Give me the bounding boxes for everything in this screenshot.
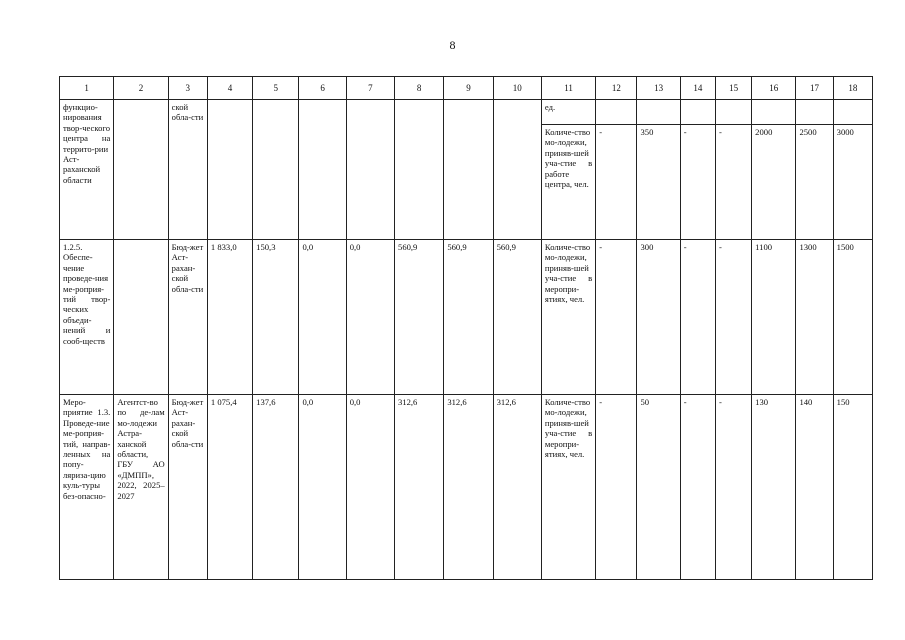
column-header: 12 <box>596 77 637 100</box>
column-header: 9 <box>444 77 493 100</box>
program-table <box>59 76 873 580</box>
header-row <box>60 77 873 100</box>
total-cell: 1 075,4 <box>207 395 252 580</box>
executor-cell: Агентст-во по де-лам мо-лодежи Астра-ханской области, ГБУ АО «ДМПП», 2022, 2025–2027 <box>114 395 168 580</box>
indicator-value-cell: - <box>680 240 715 395</box>
executor-cell <box>114 100 168 240</box>
year-value-cell: 0,0 <box>299 240 346 395</box>
indicator-value-cell: - <box>596 240 637 395</box>
column-header: 13 <box>637 77 680 100</box>
indicator-value-cell <box>752 100 796 125</box>
indicator-value-cell: 1100 <box>752 240 796 395</box>
table-row <box>60 240 873 395</box>
year-value-cell <box>493 100 541 240</box>
column-header: 17 <box>796 77 833 100</box>
column-header: 6 <box>299 77 346 100</box>
total-cell: 1 833,0 <box>207 240 252 395</box>
indicator-value-cell: 300 <box>637 240 680 395</box>
column-header: 5 <box>253 77 299 100</box>
column-header: 14 <box>680 77 715 100</box>
column-header: 8 <box>395 77 444 100</box>
indicator-value-cell: 140 <box>796 395 833 580</box>
year-value-cell: 0,0 <box>346 395 394 580</box>
indicator-value-cell <box>796 100 833 125</box>
year-value-cell: 312,6 <box>493 395 541 580</box>
funding-source-cell: ской обла-сти <box>168 100 207 240</box>
year-value-cell <box>299 100 346 240</box>
indicator-value-cell: 2500 <box>796 125 833 240</box>
year-value-cell: 560,9 <box>395 240 444 395</box>
indicator-value-cell: 150 <box>833 395 872 580</box>
year-value-cell: 312,6 <box>444 395 493 580</box>
indicator-cell: ед. <box>541 100 595 125</box>
indicator-cell: Количе-ство мо-лодежи, приняв-шей уча-стие в работе центра, чел. <box>541 125 595 240</box>
year-value-cell <box>253 100 299 240</box>
column-header: 2 <box>114 77 168 100</box>
indicator-value-cell <box>680 100 715 125</box>
indicator-value-cell: - <box>715 240 751 395</box>
table-row <box>60 100 873 125</box>
column-header: 3 <box>168 77 207 100</box>
year-value-cell: 0,0 <box>346 240 394 395</box>
event-name-cell: Меро-приятие 1.3. Проведе-ние ме-роприя-тий, направ-ленных на попу-ляриза-цию куль-туры без-опасно- <box>60 395 114 580</box>
indicator-value-cell: 130 <box>752 395 796 580</box>
indicator-value-cell: - <box>680 395 715 580</box>
indicator-value-cell: - <box>596 125 637 240</box>
year-value-cell: 560,9 <box>493 240 541 395</box>
column-header: 4 <box>207 77 252 100</box>
page-number: 8 <box>449 38 456 52</box>
indicator-cell: Количе-ство мо-лодежи, приняв-шей уча-стие в меропри-ятиях, чел. <box>541 395 595 580</box>
event-name-cell: 1.2.5. Обеспе-чение проведе-ния ме-роприя-тий твор-ческих объеди-нений и сооб-ществ <box>60 240 114 395</box>
indicator-cell: Количе-ство мо-лодежи, приняв-шей уча-стие в меропри-ятиях, чел. <box>541 240 595 395</box>
indicator-value-cell: 3000 <box>833 125 872 240</box>
year-value-cell: 150,3 <box>253 240 299 395</box>
indicator-value-cell: 1500 <box>833 240 872 395</box>
year-value-cell: 560,9 <box>444 240 493 395</box>
executor-cell <box>114 240 168 395</box>
column-header: 11 <box>541 77 595 100</box>
column-header: 7 <box>346 77 394 100</box>
indicator-value-cell: 1300 <box>796 240 833 395</box>
indicator-value-cell: 50 <box>637 395 680 580</box>
indicator-value-cell: 350 <box>637 125 680 240</box>
year-value-cell: 312,6 <box>395 395 444 580</box>
year-value-cell: 137,6 <box>253 395 299 580</box>
indicator-value-cell <box>637 100 680 125</box>
year-value-cell: 0,0 <box>299 395 346 580</box>
event-name-cell: функцио-нирования твор-ческого центра на террито-рии Аст-раханской области <box>60 100 114 240</box>
indicator-value-cell: - <box>715 395 751 580</box>
funding-source-cell: Бюд-жет Аст-рахан-ской обла-сти <box>168 395 207 580</box>
year-value-cell <box>395 100 444 240</box>
year-value-cell <box>444 100 493 240</box>
total-cell <box>207 100 252 240</box>
indicator-value-cell <box>715 100 751 125</box>
indicator-value-cell: 2000 <box>752 125 796 240</box>
column-header: 16 <box>752 77 796 100</box>
funding-source-cell: Бюд-жет Аст-рахан-ской обла-сти <box>168 240 207 395</box>
indicator-value-cell: - <box>680 125 715 240</box>
indicator-value-cell: - <box>596 395 637 580</box>
column-header: 15 <box>715 77 751 100</box>
indicator-value-cell <box>833 100 872 125</box>
indicator-value-cell: - <box>715 125 751 240</box>
table-row <box>60 395 873 580</box>
column-header: 1 <box>60 77 114 100</box>
year-value-cell <box>346 100 394 240</box>
column-header: 18 <box>833 77 872 100</box>
column-header: 10 <box>493 77 541 100</box>
indicator-value-cell <box>596 100 637 125</box>
